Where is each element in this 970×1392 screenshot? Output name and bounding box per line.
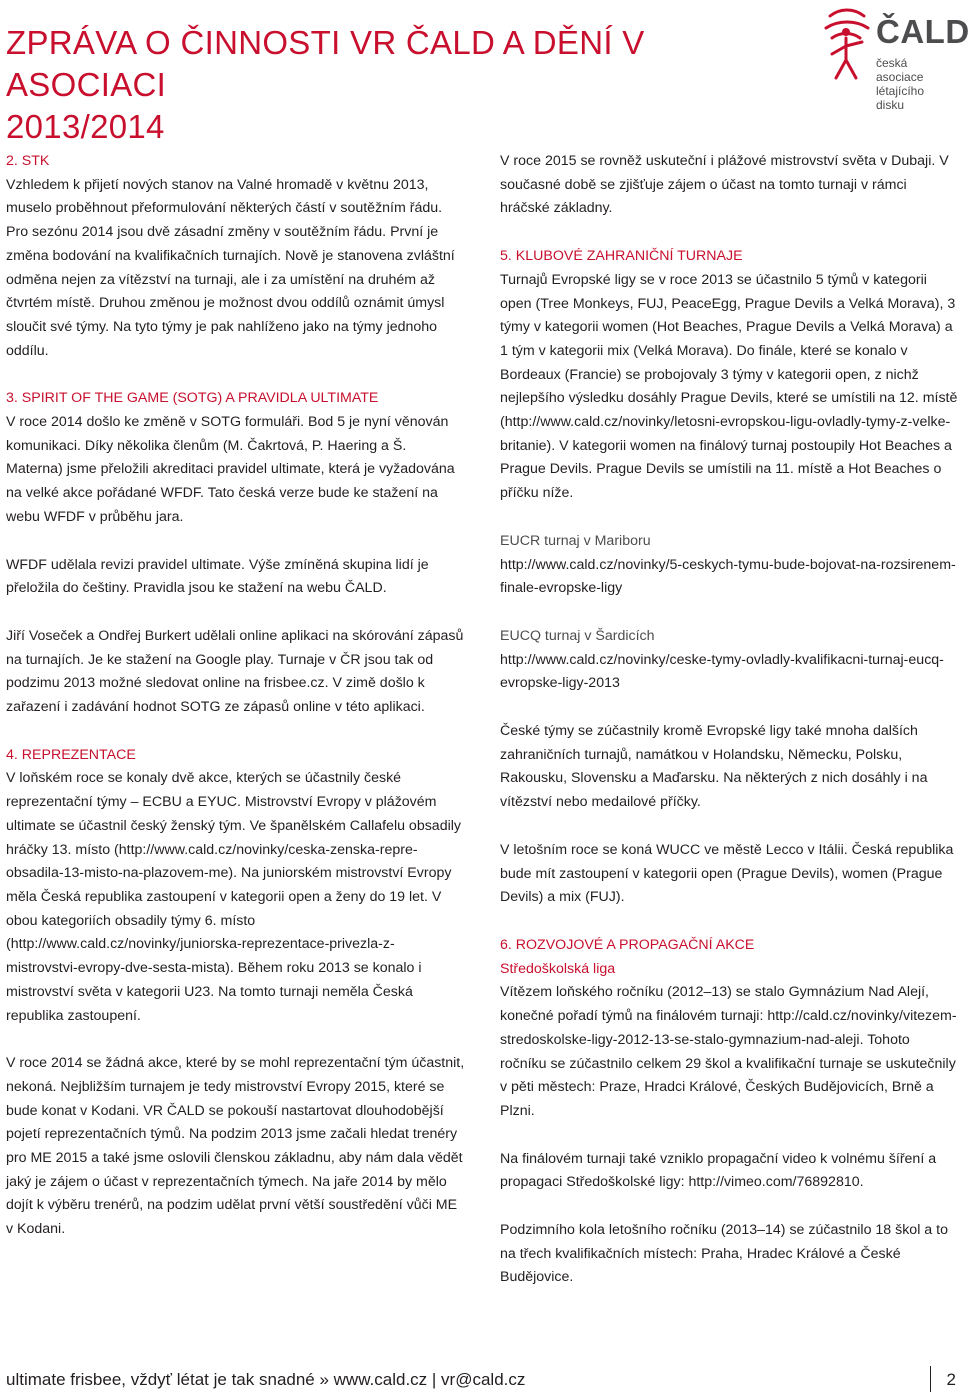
page-number: 2 (946, 1370, 956, 1389)
eucr-link[interactable]: http://www.cald.cz/novinky/5-ceskych-tymu-bude-bojovat-na-rozsirenem-finale-evropske-ligy (500, 556, 956, 597)
paragraph: České týmy se zúčastnily kromě Evropské ligy také mnoha dalších zahraničních turnajů, namátkou v Holandsku, Německu, Polsku, Rakousku, Slovensku a Maďarsku. Na některých z nich dosáhly i na vítězství nebo medailové příčky. (500, 723, 928, 811)
logo-sub-line: létajícího (876, 84, 925, 98)
section-heading: 2. STK (6, 153, 50, 169)
logo-name: ČALD (876, 13, 970, 50)
disc-figure-icon (818, 6, 874, 86)
eucq-link[interactable]: http://www.cald.cz/novinky/ceske-tymy-ovladly-kvalifikacni-turnaj-eucq-evropske-ligy-2013 (500, 651, 944, 692)
paragraph: V letošním roce se koná WUCC ve městě Lecco v Itálii. Česká republika bude mít zastoupení v kategorii open (Prague Devils), women (Prague Devils) a mix (FUJ). (500, 841, 954, 906)
paragraph: V roce 2014 došlo ke změně v SOTG formuláři. Bod 5 je nyní věnován komunikaci. Díky několika členům (M. Čakrtová, P. Haering a Š. Materna) jsme přeložili akreditaci pravidel ultimate, která je vyžadována na velké akce pořádané WFDF. Tato česká verze bude ke stažení na webu WFDF v průběhu jara. (6, 414, 455, 525)
logo-sub-line: česká asociace (876, 56, 924, 84)
section-reprezentace (6, 744, 466, 1028)
paragraph: Podzimního kola letošního ročníku (2013–14) se zúčastnilo 18 škol a to na třech kvalifikačních místech: Praha, Hradec Králové a České Budějovice. (500, 1222, 948, 1286)
page-title (6, 22, 766, 148)
section-heading: 4. REPREZENTACE (6, 746, 136, 763)
eucr-label: EUCR turnaj v Mariboru (500, 532, 651, 549)
footer-text[interactable]: ultimate frisbee, vždyť létat je tak snadné » www.cald.cz | vr@cald.cz (6, 1370, 526, 1389)
cald-logo[interactable] (818, 6, 970, 112)
paragraph: Vzhledem k přijetí nových stanov na Valné hromadě v květnu 2013, muselo proběhnout přeformulování některých částí v soutěžním řádu. Pro sezónu 2014 jsou dvě zásadní změny v soutěžním řádu. První je změna bodování na kvalifikačních turnajích. Nově je stanovena zvláštní odměna nejen za vítězství na turnaji, ale i za umístění na druhém až čtvrtém místě. Druhou změnou je možnost dvou oddílů oznámit úmysl sloučit své týmy. Na tyto týmy je pak nahlíženo jako na týmy jednoho oddílu. (6, 176, 455, 359)
paragraph: V roce 2015 se rovněž uskuteční i plážové mistrovství světa v Dubaji. V současné době se zjišťuje zájem o účast na tomto turnaji v rámci hráčské základny. (500, 153, 949, 217)
section-klubove (500, 245, 960, 506)
footer-divider (930, 1366, 931, 1392)
left-column (6, 150, 466, 1266)
paragraph: WFDF udělala revizi pravidel ultimate. Výše zmíněná skupina lidí je přeložila do češtiny. Pravidla jsou ke stažení na webu ČALD. (6, 556, 429, 597)
paragraph: V loňském roce se konaly dvě akce, kterých se účastnily české reprezentační týmy – ECBU a EYUC. Mistrovství Evropy v plážovém ultimate se účastnil český ženský tým. Ve španělském Callafelu obsadily hráčky 13. místo (http://www.cald.cz/novinky/ceska-zenska-repre-obsadila-13-misto-na-plazovem-me). Na juniorském mistrovství Evropy měla Česká republika zastoupení v kategorii open a ženy do 19 let. V obou kategoriích obsadily týmy 6. místo (http://www.cald.cz/novinky/juniorska-reprezentace-privezla-z-mistrovstvi-evropy-dve-sesta-mista). Během roku 2013 se konalo i mistrovství světa v kategorii U23. Na tomto turnaji neměla Česká republika zastoupení. (6, 770, 461, 1024)
section-rozvojove (500, 934, 960, 1124)
paragraph: V roce 2014 se žádná akce, které by se mohl reprezentační tým účastnit, nekoná. Nejbližším turnajem je tedy mistrovství Evropy 2015, které se bude konat v Kodani. VR ČALD se pokouší nastartovat dlouhodobější pojetí reprezentačních týmů. Na podzim 2013 jsme začali hledat trenéry pro ME 2015 a také jsme oslovili členskou základnu, aby nám dala vědět jaký je zájem o účast v reprezentačních týmech. Na jaře 2014 by mělo dojít k výběru trenérů, na podzim udělat první větší soustředění vůči ME v Kodani. (6, 1055, 465, 1238)
section-stk (6, 150, 466, 363)
right-column (500, 150, 960, 1314)
title-year: 2013/2014 (6, 108, 165, 145)
section-sotg (6, 387, 466, 529)
logo-subtitle (876, 56, 958, 112)
section-heading: 3. SPIRIT OF THE GAME (SOTG) A PRAVIDLA ULTIMATE (6, 390, 379, 407)
section-heading: 6. ROZVOJOVÉ A PROPAGAČNÍ AKCE (500, 936, 755, 953)
footer (6, 1370, 956, 1390)
paragraph: Turnajů Evropské ligy se v roce 2013 se účastnilo 5 týmů v kategorii open (Tree Monkeys, FUJ, PeaceEgg, Prague Devils a Velká Morava), 3 týmy v kategorii women (Hot Beaches, Prague Devils a Velká Morava) a 1 tým v kategorii mix (Velká Morava). Do finále, které se konalo v Bordeaux (Francie) se probojovaly 3 týmy v kategorii open, z nichž nejlepšího výsledku dosáhly Prague Devils, které se umístili na 12. místě (http://www.cald.cz/novinky/letosni-evropskou-ligu-ovladly-tymy-z-velke-britanie). V kategorii women na finálový turnaj postoupily Hot Beaches a Prague Devils. Prague Devils se umístili na 11. místě a Hot Beaches o příčku níže. (500, 271, 958, 502)
subsection-heading: Středoškolská liga (500, 960, 616, 977)
paragraph: Vítězem loňského ročníku (2012–13) se stalo Gymnázium Nad Alejí, konečné pořadí týmů na finálovém turnaji: http://cald.cz/novinky/vitezem-stredoskolske-ligy-2012-13-se-stalo-gymnazium-nad-aleji. Tohoto ročníku se zúčastnilo celkem 29 škol a kvalifikační turnaje se uskutečnily v pěti městech: Praze, Hradci Králové, Českých Budějovicích, Brně a Plzni. (500, 984, 957, 1119)
logo-sub-line: disku (876, 98, 905, 112)
eucr-block (500, 530, 960, 601)
title-line-1: ZPRÁVA O ČINNOSTI VR ČALD A DĚNÍ V ASOCIACI (6, 24, 645, 103)
paragraph: Na finálovém turnaji také vzniklo propagační video k volnému šíření a propagaci Středoškolské ligy: http://vimeo.com/76892810. (500, 1150, 937, 1191)
eucq-label: EUCQ turnaj v Šardicích (500, 627, 655, 644)
section-heading: 5. KLUBOVÉ ZAHRANIČNÍ TURNAJE (500, 248, 743, 265)
eucq-block (500, 625, 960, 696)
paragraph: Jiří Voseček a Ondřej Burkert udělali online aplikaci na skórování zápasů na turnajích. Je ke stažení na Google play. Turnaje v ČR jsou tak od podzimu 2013 možné sledovat online na frisbee.cz. V zimě došlo k zařazení i zadávání hodnot SOTG ze zápasů online v této aplikaci. (6, 627, 464, 716)
